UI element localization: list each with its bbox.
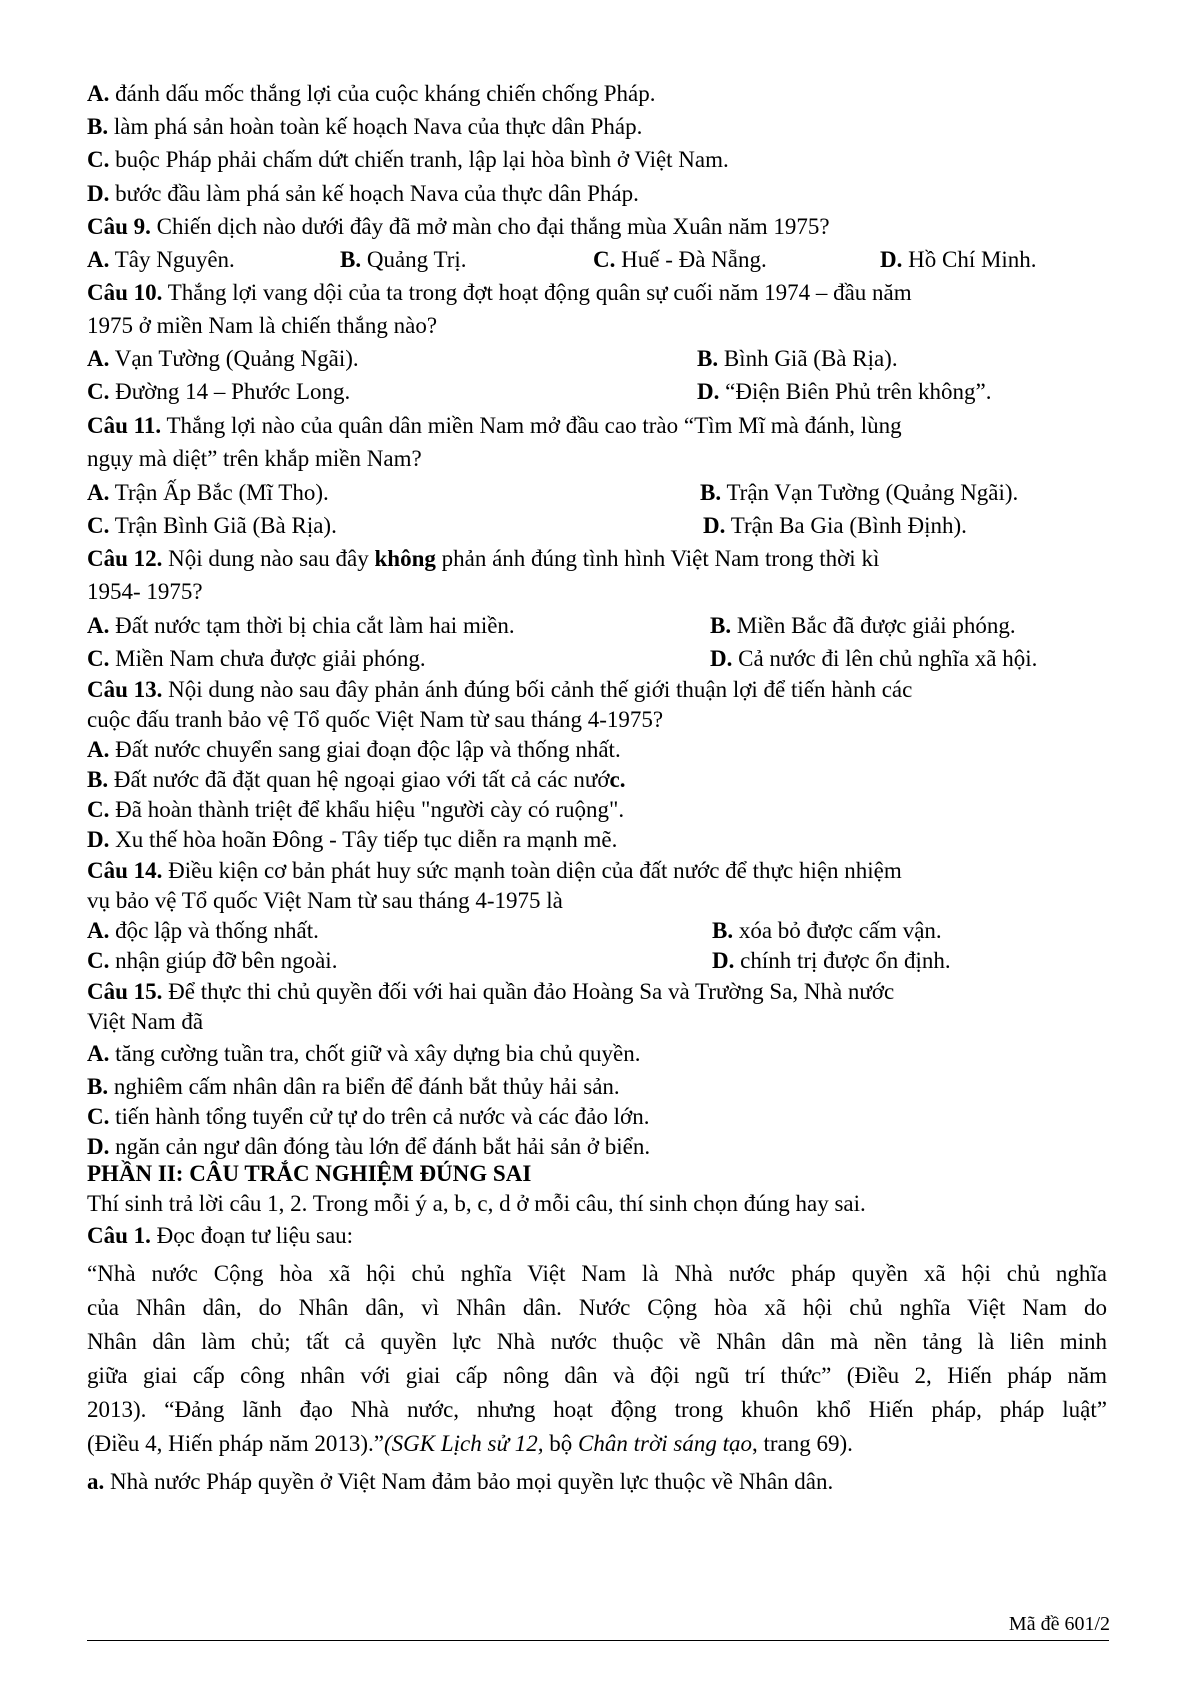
section-instruction: Thí sinh trả lời câu 1, 2. Trong mỗi ý a, b, c, d ở mỗi câu, thí sinh chọn đúng hay sai. (87, 1191, 866, 1216)
option-b: B. làm phá sản hoàn toàn kế hoạch Nava của thực dân Pháp. (87, 114, 643, 139)
option-c: C. Huế - Đà Nẵng. (593, 247, 767, 272)
question-11: Câu 11. Thắng lợi nào của quân dân miền Nam mở đầu cao trào “Tìm Mĩ mà đánh, lùng (87, 413, 902, 438)
question-15: Câu 15. Để thực thi chủ quyền đối với hai quần đảo Hoàng Sa và Trường Sa, Nhà nước (87, 979, 895, 1004)
passage-line: giữa giai cấp công nhân với giai cấp nông dân và đội ngũ trí thức” (Điều 2, Hiến pháp năm (87, 1363, 1107, 1388)
footer-divider (87, 1640, 1109, 1641)
option-d: D. Trận Ba Gia (Bình Định). (703, 513, 967, 538)
question-12-line2: 1954- 1975? (87, 579, 203, 604)
statement-a: a. Nhà nước Pháp quyền ở Việt Nam đảm bảo mọi quyền lực thuộc về Nhân dân. (87, 1469, 834, 1494)
option-a: A. Tây Nguyên. (87, 247, 235, 272)
passage-line: 2013). “Đảng lãnh đạo Nhà nước, nhưng hoạt động trong khuôn khổ Hiến pháp, pháp luật” (87, 1397, 1107, 1422)
option-a: A. Trận Ấp Bắc (Mĩ Tho). (87, 480, 329, 505)
option-d: D. Hồ Chí Minh. (880, 247, 1037, 272)
option-b: B. nghiêm cấm nhân dân ra biển để đánh bắt thủy hải sản. (87, 1074, 620, 1099)
option-d: D. chính trị được ổn định. (712, 948, 951, 973)
question-11-line2: ngụy mà diệt” trên khắp miền Nam? (87, 446, 422, 471)
option-c: C. Đã hoàn thành triệt để khẩu hiệu "người cày có ruộng". (87, 797, 625, 822)
option-d: D. ngăn cản ngư dân đóng tàu lớn để đánh bắt hải sản ở biển. (87, 1134, 651, 1159)
option-d: D. Cả nước đi lên chủ nghĩa xã hội. (710, 646, 1038, 671)
option-a: A. Vạn Tường (Quảng Ngãi). (87, 346, 359, 371)
option-a: A. tăng cường tuần tra, chốt giữ và xây dựng bia chủ quyền. (87, 1041, 641, 1066)
option-c: C. Miền Nam chưa được giải phóng. (87, 646, 426, 671)
question-1: Câu 1. Đọc đoạn tư liệu sau: (87, 1223, 354, 1248)
question-10-line2: 1975 ở miền Nam là chiến thắng nào? (87, 313, 438, 338)
option-a: A. độc lập và thống nhất. (87, 918, 319, 943)
option-c: C. Đường 14 – Phước Long. (87, 379, 351, 404)
option-c: C. buộc Pháp phải chấm dứt chiến tranh, lập lại hòa bình ở Việt Nam. (87, 147, 729, 172)
question-14-line2: vụ bảo vệ Tổ quốc Việt Nam từ sau tháng 4-1975 là (87, 888, 563, 913)
option-c: C. Trận Bình Giã (Bà Rịa). (87, 513, 337, 538)
question-15-line2: Việt Nam đã (87, 1009, 204, 1034)
option-b: B. Quảng Trị. (340, 247, 467, 272)
option-b: B. Đất nước đã đặt quan hệ ngoại giao với tất cả các nước. (87, 767, 626, 792)
option-d: D. “Điện Biên Phủ trên không”. (697, 379, 992, 404)
option-a: A. đánh dấu mốc thắng lợi của cuộc kháng chiến chống Pháp. (87, 81, 656, 106)
option-b: B. Bình Giã (Bà Rịa). (697, 346, 898, 371)
option-d: D. Xu thế hòa hoãn Đông - Tây tiếp tục diễn ra mạnh mẽ. (87, 827, 618, 852)
question-13: Câu 13. Nội dung nào sau đây phản ánh đúng bối cảnh thế giới thuận lợi để tiến hành các (87, 677, 913, 702)
option-b: B. xóa bỏ được cấm vận. (712, 918, 942, 943)
option-a: A. Đất nước tạm thời bị chia cắt làm hai miền. (87, 613, 515, 638)
section-heading: PHẦN II: CÂU TRẮC NGHIỆM ĐÚNG SAI (87, 1161, 532, 1186)
question-10: Câu 10. Thắng lợi vang dội của ta trong đợt hoạt động quân sự cuối năm 1974 – đầu năm (87, 280, 912, 305)
option-c: C. tiến hành tổng tuyển cử tự do trên cả nước và các đảo lớn. (87, 1104, 650, 1129)
question-9: Câu 9. Chiến dịch nào dưới đây đã mở màn cho đại thắng mùa Xuân năm 1975? (87, 214, 830, 239)
passage-line: của Nhân dân, do Nhân dân, vì Nhân dân. Nước Cộng hòa xã hội chủ nghĩa Việt Nam do (87, 1295, 1107, 1320)
option-c: C. nhận giúp đỡ bên ngoài. (87, 948, 338, 973)
passage-line: Nhân dân làm chủ; tất cả quyền lực Nhà nước thuộc về Nhân dân mà nền tảng là liên minh (87, 1329, 1107, 1354)
option-b: B. Miền Bắc đã được giải phóng. (710, 613, 1016, 638)
question-14: Câu 14. Điều kiện cơ bản phát huy sức mạnh toàn diện của đất nước để thực hiện nhiệm (87, 858, 902, 883)
passage-line: “Nhà nước Cộng hòa xã hội chủ nghĩa Việt Nam là Nhà nước pháp quyền xã hội chủ nghĩa (87, 1261, 1107, 1286)
option-a: A. Đất nước chuyển sang giai đoạn độc lập và thống nhất. (87, 737, 621, 762)
question-12: Câu 12. Nội dung nào sau đây không phản ánh đúng tình hình Việt Nam trong thời kì (87, 546, 880, 571)
option-d: D. bước đầu làm phá sản kế hoạch Nava của thực dân Pháp. (87, 181, 639, 206)
passage-source: (Điều 4, Hiến pháp năm 2013).”(SGK Lịch sử 12, bộ Chân trời sáng tạo, trang 69). (87, 1431, 853, 1456)
question-13-line2: cuộc đấu tranh bảo vệ Tổ quốc Việt Nam từ sau tháng 4-1975? (87, 707, 664, 732)
option-b: B. Trận Vạn Tường (Quảng Ngãi). (700, 480, 1019, 505)
exam-code: Mã đề 601/2 (1008, 1613, 1110, 1635)
